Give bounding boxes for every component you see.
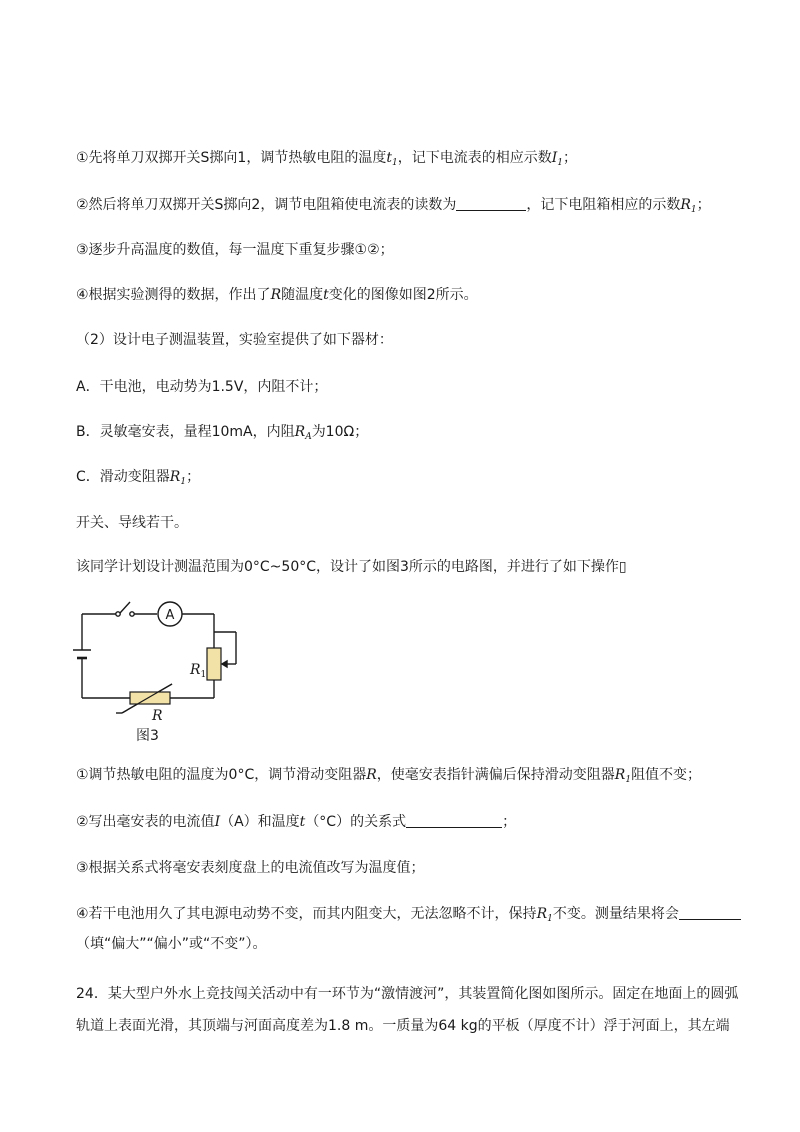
circuit-diagram [68,596,268,748]
var-t: t [299,814,306,830]
figure-caption: 图3 [136,728,159,744]
var-r: R [294,424,306,440]
step-1: ①先将单刀双掷开关S掷向1，调节热敏电阻的温度$t_1$，记下电流表的相应示数$I_1$； [76,150,577,168]
var-r: R [614,767,626,783]
var-r: R [366,767,377,783]
op-1: ①调节热敏电阻的温度为0°C，调节滑动变阻器R，使毫安表指针满偏后保持滑动变阻器$R_1$阻值不变； [76,767,702,785]
question-24-line-1: 24．某大型户外水上竞技闯关活动中有一环节为“激情渡河”，其装置简化图如图所示。固定在地面上的圆弧 [76,986,739,1002]
item-b: B．灵敏毫安表，量程10mA，内阻$R_A$为10Ω； [76,424,369,442]
sub-a: A [305,432,312,442]
answer-blank[interactable] [406,813,502,828]
switch-blade-icon [120,602,130,613]
var-i: I [214,814,221,830]
op-3: ③根据关系式将毫安表刻度盘上的电流值改写为温度值； [76,860,425,876]
part-2-heading: （2）设计电子测温装置，实验室提供了如下器材： [76,332,393,348]
var-r: R [680,197,691,213]
sub-1: 1 [180,477,187,487]
rheostat-r1-icon [207,648,221,680]
var-r: R [169,469,181,485]
sub-1: 1 [391,158,398,168]
slider-arrow-icon [222,661,227,667]
switches-line: 开关、导线若干。 [76,515,188,531]
step-4: ④根据实验测得的数据，作出了R随温度t变化的图像如图2所示。 [76,287,478,303]
sub-1: 1 [547,914,553,924]
ammeter-label: A [165,608,175,623]
op-4: ④若干电池用久了其电源电动势不变，而其内阻变大，无法忽略不计，保持$R_1$不变。测量结果将会 [76,904,741,929]
step-2: ②然后将单刀双掷开关S掷向2，调节电阻箱使电流表的读数为 ，记下电阻箱相应的示数$R_1$； [76,197,711,215]
var-r: R [270,287,282,303]
sub-1: 1 [625,775,632,785]
switch-contact-right [130,612,134,616]
question-24-line-2: 轨道上表面光滑，其顶端与河面高度差为1.8 m。一质量为64 kg的平板（厚度不计）浮于河面上，其左端 [76,1018,730,1034]
thermistor-r-icon [130,692,170,704]
r-label: R [152,708,163,724]
op-4-continued: （填“偏大”“偏小”或“不变”）。 [76,936,267,952]
item-a: A．干电池，电动势为1.5V，内阻不计； [76,379,328,395]
sub-1: 1 [557,158,563,168]
answer-blank[interactable] [679,905,741,920]
var-t: t [323,287,329,303]
sub-1: 1 [690,205,697,215]
answer-blank[interactable] [456,196,526,211]
item-c: C．滑动变阻器$R_1$； [76,469,201,487]
var-i: I [551,150,558,166]
switch-contact-left [116,612,120,616]
var-t: t [386,150,392,166]
step-3: ③逐步升高温度的数值，每一温度下重复步骤①②； [76,242,394,258]
op-2: ②写出毫安表的电流值I（A）和温度t（°C）的关系式 ； [76,814,517,830]
plan-line: 该同学计划设计测温范围为0°C~50°C，设计了如图3所示的电路图，并进行了如下操作▯ [76,559,627,575]
r1-label: $R_1$ [190,662,207,680]
var-r: R [536,906,548,922]
